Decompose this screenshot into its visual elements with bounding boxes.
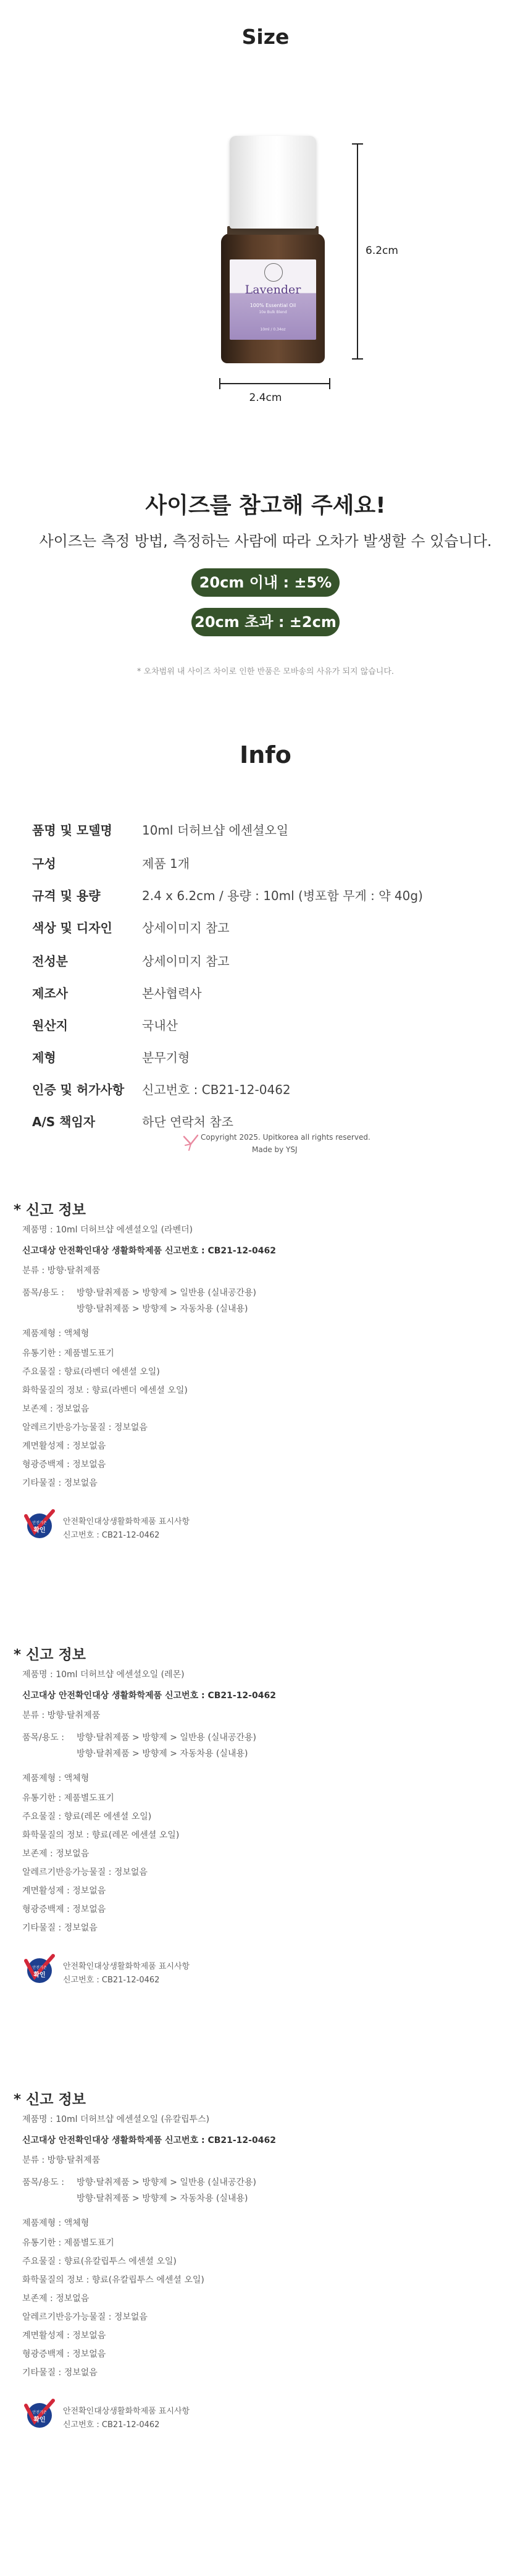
seal-icon <box>264 263 283 282</box>
cert-badge-top: 안전기준 <box>32 2410 47 2415</box>
info-value: 분무기형 <box>142 1050 190 1065</box>
notice-title: 사이즈를 참고해 주세요! <box>145 493 386 518</box>
report-form: 제품제형 : 액체형 <box>22 1774 90 1783</box>
report-category: 분류 : 방향·탈취제품 <box>22 2155 101 2165</box>
height-dimension-line <box>357 143 358 360</box>
report-main-ingredient: 주요물질 : 향료(레몬 에센셜 오일) <box>22 1812 152 1822</box>
cert-text-title: 안전확인대상생활화학제품 표시사항 <box>63 2407 190 2416</box>
report-preservative: 보존제 : 정보없음 <box>22 1404 90 1414</box>
cert-text-title: 안전확인대상생활화학제품 표시사항 <box>63 1962 190 1971</box>
report-preservative: 보존제 : 정보없음 <box>22 1849 90 1859</box>
report-chemical-info: 화학물질의 정보 : 향료(유칼립투스 에센셜 오일) <box>22 2275 204 2285</box>
report-surfactant: 계면활성제 : 정보없음 <box>22 1886 106 1896</box>
product-bottle-image <box>210 136 340 358</box>
cert-badge-top: 안전기준 <box>32 1966 47 1970</box>
report-allergen: 알레르기반응가능물질 : 정보없음 <box>22 1423 148 1433</box>
report-safety-number: 신고대상 안전확인대상 생활화학제품 신고번호 : CB21-12-0462 <box>22 1691 276 1701</box>
info-value: 제품 1개 <box>142 856 190 871</box>
report-allergen: 알레르기반응가능물질 : 정보없음 <box>22 2312 148 2322</box>
report-form: 제품제형 : 액체형 <box>22 2218 90 2228</box>
cert-text-number: 신고번호 : CB21-12-0462 <box>63 1976 160 1985</box>
report-usage-label: 품목/용도 : <box>22 2178 64 2187</box>
tolerance-badge-under-20cm: 20cm 이내 : ±5% <box>191 568 340 597</box>
info-label: 규격 및 용량 <box>32 888 101 903</box>
info-label: 전성분 <box>32 954 68 969</box>
report-usage-1: 방향·탈취제품 > 방향제 > 일반용 (실내공간용) <box>77 1288 256 1298</box>
report-preservative: 보존제 : 정보없음 <box>22 2294 90 2304</box>
info-label: 인증 및 허가사항 <box>32 1082 125 1097</box>
bottle-label-volume: 10ml / 0.34oz <box>260 327 286 332</box>
info-label: 제조사 <box>32 986 68 1001</box>
info-row <box>32 1080 501 1112</box>
report-usage-2: 방향·탈취제품 > 방향제 > 자동차용 (실내용) <box>77 2194 248 2203</box>
report-fluorescent: 형광증백제 : 정보없음 <box>22 1460 106 1470</box>
report-surfactant: 계면활성제 : 정보없음 <box>22 1441 106 1451</box>
report-product-name: 제품명 : 10ml 더허브샵 에센셜오일 (레몬) <box>22 1670 185 1680</box>
bottle-label-name: Lavender <box>245 283 301 297</box>
width-dimension-tick-left <box>219 378 220 389</box>
report-main-ingredient: 주요물질 : 향료(유칼립투스 에센셜 오일) <box>22 2257 177 2267</box>
info-row <box>32 1016 501 1048</box>
report-category: 분류 : 방향·탈취제품 <box>22 1711 101 1720</box>
info-row <box>32 886 501 918</box>
report-section <box>11 2088 394 2520</box>
report-product-name: 제품명 : 10ml 더허브샵 에센셜오일 (라벤더) <box>22 1225 193 1235</box>
report-section <box>11 1198 394 1631</box>
safety-check-badge-icon <box>22 1507 57 1542</box>
info-value: 상세이미지 참고 <box>142 954 230 969</box>
info-value: 하단 연락처 참조 <box>142 1114 233 1129</box>
safety-check-badge-icon <box>22 1952 57 1987</box>
report-title: * 신고 정보 <box>14 2092 86 2108</box>
info-row <box>32 1048 501 1080</box>
notice-body: 사이즈는 측정 방법, 측정하는 사람에 따라 오차가 발생할 수 있습니다. <box>39 532 492 550</box>
report-expiry: 유통기한 : 제품별도표기 <box>22 1349 114 1358</box>
cert-badge-bottom: 확인 <box>33 1972 46 1979</box>
report-category: 분류 : 방향·탈취제품 <box>22 1266 101 1276</box>
info-row <box>32 983 501 1016</box>
bottle-label-subtitle: 100% Essential Oil <box>249 303 296 308</box>
height-dimension-tick-bottom <box>352 358 363 360</box>
cert-text-number: 신고번호 : CB21-12-0462 <box>63 2420 160 2430</box>
report-usage-1: 방향·탈취제품 > 방향제 > 일반용 (실내공간용) <box>77 2178 256 2187</box>
info-title: Info <box>240 741 291 768</box>
width-dimension-line <box>219 383 330 384</box>
info-row <box>32 951 501 983</box>
size-title: Size <box>241 25 290 49</box>
report-product-name: 제품명 : 10ml 더허브샵 에센셜오일 (유칼립투스) <box>22 2115 210 2124</box>
info-value: 2.4 x 6.2cm / 용량 : 10ml (병포함 무게 : 약 40g) <box>142 888 423 903</box>
info-row <box>32 918 501 950</box>
info-label: 구성 <box>32 856 56 871</box>
cert-badge-bottom: 확인 <box>33 1527 46 1534</box>
width-dimension-tick-right <box>329 378 330 389</box>
report-usage-2: 방향·탈취제품 > 방향제 > 자동차용 (실내용) <box>77 1749 248 1759</box>
info-value: 신고번호 : CB21-12-0462 <box>142 1082 291 1097</box>
bottle-label-brand: 10e Bulk Blend <box>259 310 287 314</box>
tolerance-badge-over-20cm: 20cm 초과 : ±2cm <box>191 608 340 636</box>
report-other: 기타물질 : 정보없음 <box>22 2368 98 2378</box>
report-other: 기타물질 : 정보없음 <box>22 1478 98 1488</box>
report-fluorescent: 형광증백제 : 정보없음 <box>22 1905 106 1914</box>
report-chemical-info: 화학물질의 정보 : 향료(레몬 에센셜 오일) <box>22 1830 180 1840</box>
copyright-maker: Made by YSJ <box>252 1145 298 1154</box>
report-other: 기타물질 : 정보없음 <box>22 1923 98 1933</box>
report-allergen: 알레르기반응가능물질 : 정보없음 <box>22 1867 148 1877</box>
height-label: 6.2cm <box>366 245 398 257</box>
info-value: 상세이미지 참고 <box>142 920 230 935</box>
brand-logo-icon <box>180 1132 201 1153</box>
info-label: 색상 및 디자인 <box>32 920 112 935</box>
report-safety-number: 신고대상 안전확인대상 생활화학제품 신고번호 : CB21-12-0462 <box>22 1246 276 1256</box>
report-expiry: 유통기한 : 제품별도표기 <box>22 2238 114 2248</box>
info-label: A/S 책임자 <box>32 1114 96 1129</box>
safety-check-badge-icon <box>22 2397 57 2431</box>
report-usage-label: 품목/용도 : <box>22 1733 64 1743</box>
info-value: 본사협력사 <box>142 986 202 1001</box>
bottle-label <box>230 259 316 340</box>
info-label: 원산지 <box>32 1018 68 1033</box>
report-usage-label: 품목/용도 : <box>22 1288 64 1298</box>
width-label: 2.4cm <box>249 392 282 404</box>
notice-footnote: * 오차범위 내 사이즈 차이로 인한 반품은 모바송의 사유가 되지 않습니다. <box>136 667 395 676</box>
report-main-ingredient: 주요물질 : 향료(라벤더 에센셜 오일) <box>22 1367 160 1377</box>
info-row <box>32 854 501 886</box>
report-chemical-info: 화학물질의 정보 : 향료(라벤더 에센셜 오일) <box>22 1386 188 1395</box>
report-form: 제품제형 : 액체형 <box>22 1329 90 1339</box>
report-usage-2: 방향·탈취제품 > 방향제 > 자동차용 (실내용) <box>77 1304 248 1314</box>
info-label: 품명 및 모델명 <box>32 823 112 838</box>
cert-text-title: 안전확인대상생활화학제품 표시사항 <box>63 1517 190 1526</box>
cert-badge-top: 안전기준 <box>32 1521 47 1525</box>
copyright-text: Copyright 2025. Upitkorea all rights reserved. <box>201 1133 370 1142</box>
report-expiry: 유통기한 : 제품별도표기 <box>22 1793 114 1803</box>
report-fluorescent: 형광증백제 : 정보없음 <box>22 2349 106 2359</box>
report-usage-1: 방향·탈취제품 > 방향제 > 일반용 (실내공간용) <box>77 1733 256 1743</box>
info-row <box>32 820 501 852</box>
report-title: * 신고 정보 <box>14 1202 86 1218</box>
report-safety-number: 신고대상 안전확인대상 생활화학제품 신고번호 : CB21-12-0462 <box>22 2136 276 2145</box>
info-label: 제형 <box>32 1050 56 1065</box>
report-section <box>11 1643 394 2076</box>
report-title: * 신고 정보 <box>14 1647 86 1663</box>
cert-text-number: 신고번호 : CB21-12-0462 <box>63 1531 160 1540</box>
bottle-cap <box>230 136 316 229</box>
height-dimension-tick-top <box>352 143 363 145</box>
info-value: 국내산 <box>142 1018 178 1033</box>
report-surfactant: 계면활성제 : 정보없음 <box>22 2331 106 2341</box>
cert-badge-bottom: 확인 <box>33 2417 46 2423</box>
info-value: 10ml 더허브샵 에센셜오일 <box>142 823 289 838</box>
